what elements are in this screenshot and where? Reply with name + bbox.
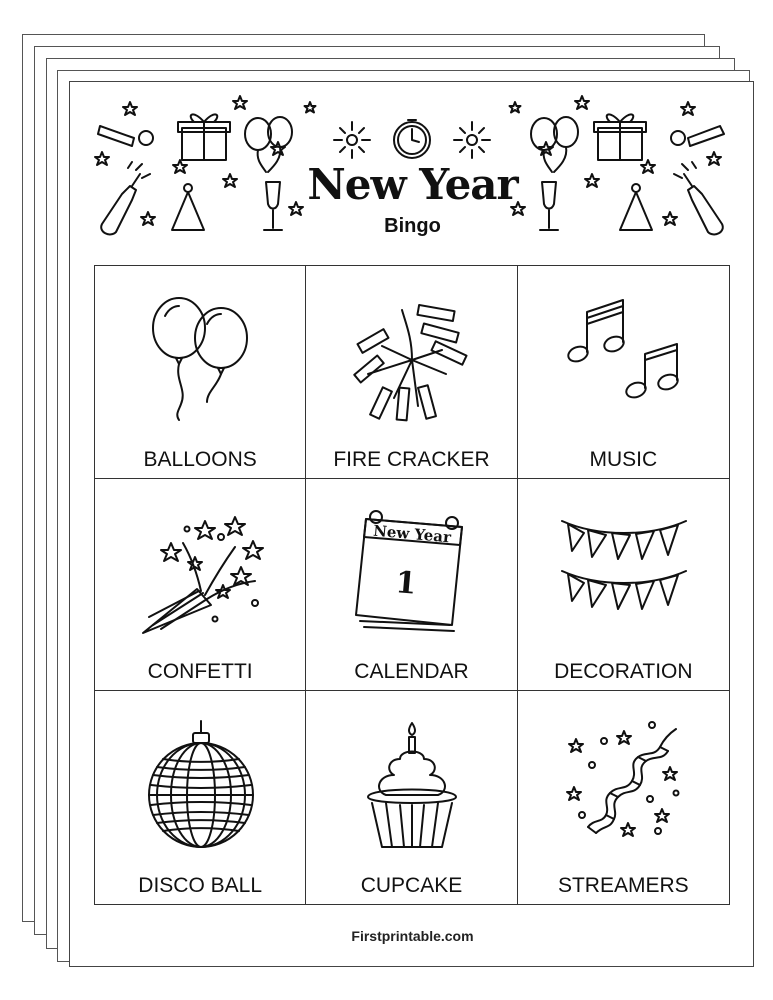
cell-label: FIRE CRACKER <box>333 447 490 471</box>
bunting-icon <box>558 507 690 639</box>
cell-label: CONFETTI <box>147 660 253 684</box>
page-title: New Year <box>307 160 518 209</box>
cell-label: BALLOONS <box>143 447 257 471</box>
footer-credit: Firstprintable.com <box>351 928 474 944</box>
cell-label: STREAMERS <box>557 874 689 897</box>
cell-label: DECORATION <box>554 660 693 684</box>
bingo-cell-decoration[interactable] <box>518 479 729 692</box>
fire-cracker-icon <box>346 294 478 426</box>
bingo-cell-disco-ball[interactable] <box>95 691 306 904</box>
bingo-cell-fire-cracker[interactable] <box>306 266 517 479</box>
bingo-cell-music[interactable] <box>518 266 729 479</box>
bingo-cell-streamers[interactable] <box>518 691 729 904</box>
calendar-icon <box>346 507 478 639</box>
calendar-heading: New Year <box>372 521 453 547</box>
cell-label: DISCO BALL <box>138 874 263 897</box>
disco-ball-icon <box>135 719 267 851</box>
music-notes-icon <box>558 294 690 426</box>
cell-label: CALENDAR <box>354 660 469 684</box>
bingo-cell-cupcake[interactable] <box>306 691 517 904</box>
bingo-grid <box>94 265 730 905</box>
balloons-icon <box>135 294 267 426</box>
clock-icon <box>394 120 430 158</box>
bingo-card-sheet <box>69 81 754 967</box>
cupcake-icon <box>346 719 478 851</box>
calendar-day: 1 <box>394 564 419 602</box>
confetti-popper-icon <box>135 507 267 639</box>
bingo-cell-balloons[interactable] <box>95 266 306 479</box>
streamers-icon <box>558 719 690 851</box>
bingo-cell-calendar[interactable] <box>306 479 517 692</box>
bingo-cell-confetti[interactable] <box>95 479 306 692</box>
cell-label: MUSIC <box>589 447 658 471</box>
page-subtitle: Bingo <box>384 215 441 237</box>
cell-label: CUPCAKE <box>360 874 463 897</box>
